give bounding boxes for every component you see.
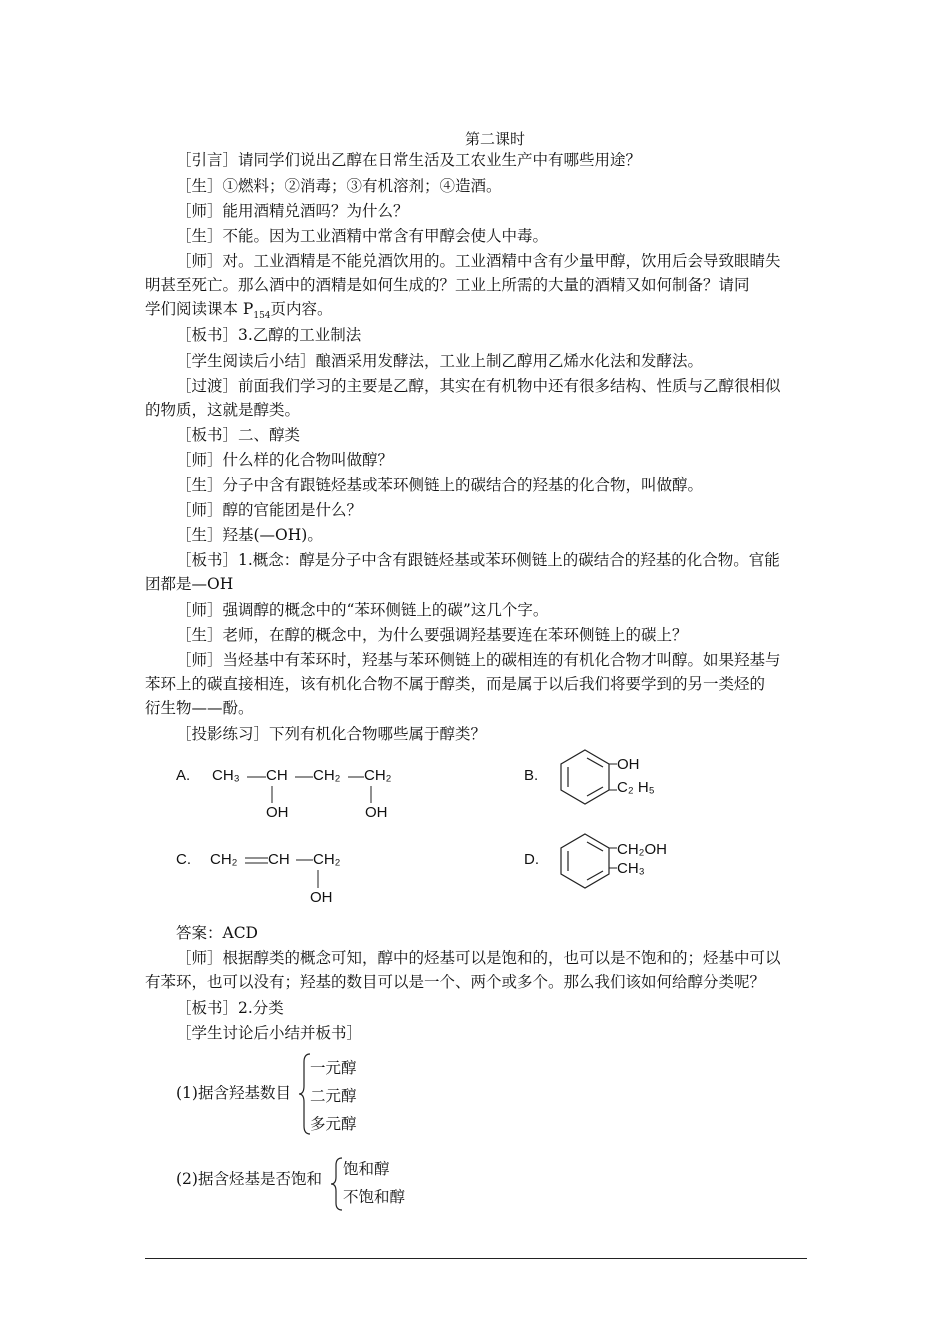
text-line: 有苯环，也可以没有；羟基的数目可以是一个、两个或多个。那么我们该如何给醇分类呢？ (145, 973, 766, 991)
formula-group: CH (268, 851, 290, 868)
text-line: ［师］强调醇的概念中的“苯环侧链上的碳”这几个字。 (176, 601, 549, 619)
left-brace-icon (330, 1156, 344, 1212)
text-line: 团都是—OH (145, 575, 234, 593)
text-line: ［板书］2.分类 (176, 999, 284, 1017)
text-line: ［学生讨论后小结并板书］ (176, 1024, 363, 1042)
option-label: A. (176, 767, 191, 784)
option-label: B. (524, 767, 539, 784)
text-line: ［师］什么样的化合物叫做醇？ (176, 451, 394, 469)
text-line: ［师］根据醇类的概念可知，醇中的烃基可以是饱和的，也可以是不饱和的；烃基中可以 (176, 949, 781, 967)
text-line: ［投影练习］下列有机化合物哪些属于醇类？ (176, 725, 487, 743)
lesson-title: 第二课时 (464, 130, 525, 148)
formula-group: CH₃ (212, 767, 240, 784)
text-line: 衍生物——酚。 (145, 699, 254, 717)
formula-group: C₂ H₅ (617, 779, 655, 796)
formula-group: CH₂ (313, 851, 341, 868)
classification-item: 多元醇 (310, 1115, 357, 1133)
classification-item: 饱和醇 (343, 1160, 390, 1178)
option-label: C. (176, 851, 191, 868)
classification-item: 一元醇 (310, 1059, 357, 1077)
text-segment: 学们阅读课本 P (145, 300, 254, 318)
formula-group: OH (266, 804, 289, 821)
formula-group: OH (365, 804, 388, 821)
text-line: ［板书］二、醇类 (176, 426, 301, 444)
text-line: ［师］对。工业酒精是不能兑酒饮用的。工业酒精中含有少量甲醇，饮用后会导致眼睛失 (176, 252, 781, 270)
page-ref-subscript: 154 (253, 311, 271, 322)
footer-divider (145, 1258, 807, 1259)
formula-group: CH₂ (210, 851, 238, 868)
classification-item: 不饱和醇 (343, 1188, 406, 1206)
text-line: ［学生阅读后小结］酿酒采用发酵法，工业上制乙醇用乙烯水化法和发酵法。 (176, 352, 704, 370)
formula-group: CH₂ (313, 767, 341, 784)
benzene-ring-icon (555, 832, 615, 888)
text-line: ［引言］请同学们说出乙醇在日常生活及工农业生产中有哪些用途？ (176, 151, 642, 169)
answer-line: 答案：ACD (176, 924, 258, 942)
formula-group: OH (617, 756, 640, 773)
text-line: ［生］不能。因为工业酒精中常含有甲醇会使人中毒。 (176, 227, 549, 245)
formula-group: CH₃ (617, 860, 645, 877)
text-line: ［过渡］前面我们学习的主要是乙醇，其实在有机物中还有很多结构、性质与乙醇很相似 (176, 377, 781, 395)
formula-group: CH (266, 767, 288, 784)
formula-group: OH (310, 889, 333, 906)
formula-group: CH₂OH (617, 841, 667, 858)
text-line: ［生］羟基(—OH)。 (176, 526, 323, 544)
text-line: ［师］能用酒精兑酒吗？为什么？ (176, 202, 409, 220)
text-line: ［师］当烃基中有苯环时，羟基与苯环侧链上的碳相连的有机化合物才叫醇。如果羟基与 (176, 651, 781, 669)
text-line: ［生］老师，在醇的概念中，为什么要强调羟基要连在苯环侧链上的碳上？ (176, 626, 688, 644)
text-line: 苯环上的碳直接相连，该有机化合物不属于醇类，而是属于以后我们将要学到的另一类烃的 (145, 675, 766, 693)
formula-group: CH₂ (364, 767, 392, 784)
text-segment: 页内容。 (270, 300, 333, 318)
text-line: 明甚至死亡。那么酒中的酒精是如何生成的？工业上所需的大量的酒精又如何制备？请同 (145, 276, 750, 294)
classification-label: (1)据含羟基数目 (176, 1084, 291, 1102)
text-line: ［生］①燃料；②消毒；③有机溶剂；④造酒。 (176, 177, 502, 195)
classification-label: (2)据含烃基是否饱和 (176, 1170, 322, 1188)
text-line: ［生］分子中含有跟链烃基或苯环侧链上的碳结合的羟基的化合物，叫做醇。 (176, 476, 704, 494)
text-line: 的物质，这就是醇类。 (145, 401, 301, 419)
text-line: ［板书］3.乙醇的工业制法 (176, 326, 362, 344)
text-line: ［师］醇的官能团是什么？ (176, 501, 363, 519)
classification-item: 二元醇 (310, 1087, 357, 1105)
option-label: D. (524, 851, 539, 868)
text-line: ［板书］1.概念：醇是分子中含有跟链烃基或苯环侧链上的碳结合的羟基的化合物。官能 (176, 551, 780, 569)
